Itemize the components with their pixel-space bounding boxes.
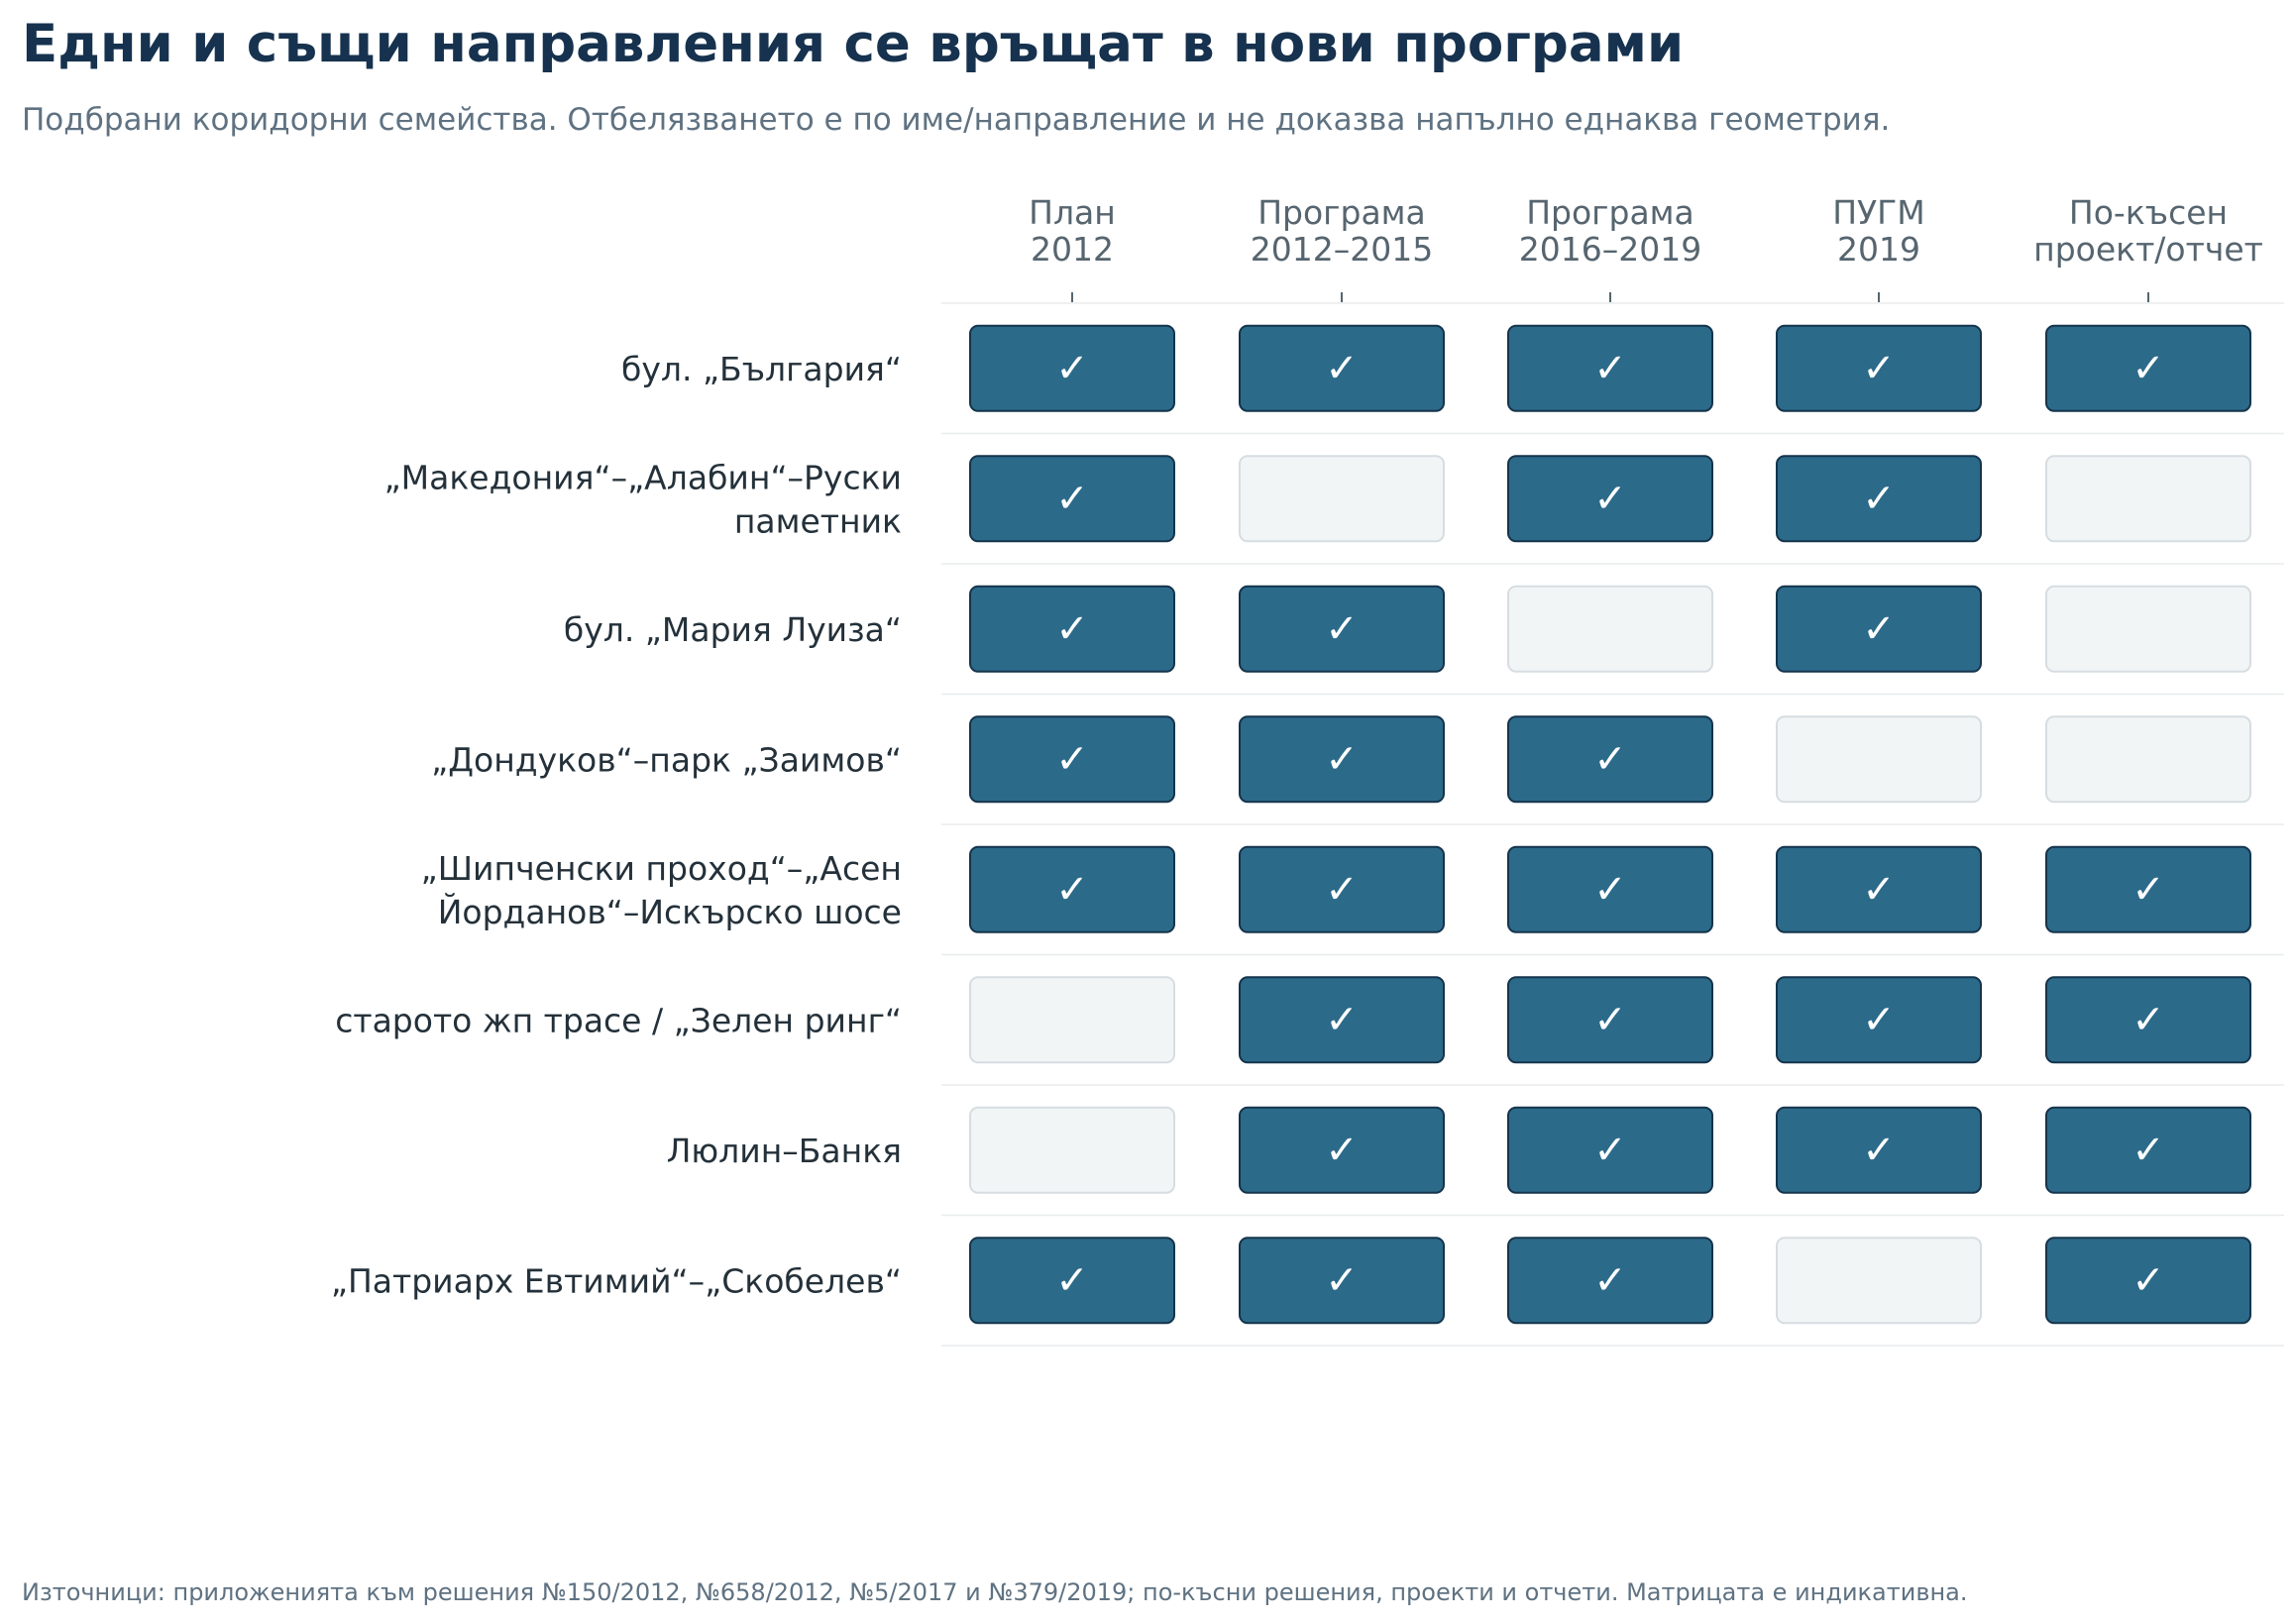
row-label-line: „Македония“–„Алабин“–Руски [383,458,902,497]
column-label-line: проект/отчет [2033,230,2263,269]
column-label-line: Програма [1257,193,1426,232]
check-mark: ✓ [1862,1127,1896,1173]
check-mark: ✓ [1055,345,1089,391]
check-mark: ✓ [1862,605,1896,652]
column-label-line: По-късен [2068,193,2229,232]
column-label-line: 2019 [1837,230,1920,269]
check-mark: ✓ [1593,345,1627,391]
matrix-cell-empty [2046,587,2250,672]
column-label-line: ПУГМ [1832,193,1925,232]
check-mark: ✓ [1055,866,1089,913]
row-label-line: Йорданов“–Искърско шосе [437,892,902,931]
check-mark: ✓ [1055,605,1089,652]
row-label [621,350,902,388]
check-mark: ✓ [1055,476,1089,522]
matrix-cell-empty [970,1108,1174,1193]
check-mark: ✓ [1862,476,1896,522]
check-mark: ✓ [2131,866,2165,913]
matrix-cell-empty [1240,456,1444,541]
check-mark: ✓ [1862,866,1896,913]
check-mark: ✓ [2131,1257,2165,1304]
row-label-line: „Патриарх Евтимий“–„Скобелев“ [330,1261,902,1301]
check-mark: ✓ [1325,866,1359,913]
check-mark: ✓ [1055,1257,1089,1304]
column-label-line: 2012 [1031,230,1114,269]
check-mark: ✓ [1593,736,1627,783]
check-mark: ✓ [1055,736,1089,783]
column-label-line: Програма [1526,193,1694,232]
check-mark: ✓ [1325,605,1359,652]
chart-title: Едни и същи направления се връщат в нови програми [22,14,1685,74]
row-label-line: паметник [733,501,902,541]
check-mark: ✓ [1862,997,1896,1043]
check-mark: ✓ [1325,345,1359,391]
column-label [2033,193,2263,269]
row-label-line: „Шипченски проход“–„Асен [420,848,902,888]
check-mark: ✓ [1862,345,1896,391]
row-label [384,458,902,540]
source-note: Източници: приложенията към решения №150/2012, №658/2012, №5/2017 и №379/2019; по-късни решения, проекти и отчети. Матрицата е индикативна. [22,1578,1968,1606]
column-label [1029,193,1116,269]
check-mark: ✓ [1325,736,1359,783]
matrix-cell-empty [1508,587,1712,672]
row-label [431,740,902,779]
row-label-line: бул. „Мария Луиза“ [563,609,902,649]
check-mark: ✓ [1593,1127,1627,1173]
check-mark: ✓ [1593,476,1627,522]
check-mark: ✓ [2131,345,2165,391]
row-label [421,849,902,931]
matrix-cell-empty [970,977,1174,1062]
matrix-cell-empty [1777,716,1981,802]
row-label-line: бул. „България“ [621,349,902,388]
column-label-line: 2012–2015 [1250,230,1434,269]
matrix-cell-empty [2046,456,2250,541]
row-label [564,610,902,649]
check-mark: ✓ [2131,1127,2165,1173]
matrix-cell-empty [2046,716,2250,802]
row-label [335,1001,902,1039]
column-label [1519,193,1701,269]
column-label-line: 2016–2019 [1518,230,1702,269]
check-mark: ✓ [1593,997,1627,1043]
matrix-cell-empty [1777,1238,1981,1323]
chart-subtitle: Подбрани коридорни семейства. Отбелязването е по име/направление и не доказва напълно еднаква геометрия. [22,102,1891,138]
row-label-line: „Дондуков“–парк „Заимов“ [431,740,902,780]
check-mark: ✓ [1593,1257,1627,1304]
row-label [667,1132,902,1170]
row-label-line: старото жп трасе / „Зелен ринг“ [335,1001,902,1040]
check-mark: ✓ [1593,866,1627,913]
row-label-line: Люлин–Банкя [666,1131,902,1170]
column-label [1832,193,1925,269]
column-label [1251,193,1433,269]
check-mark: ✓ [1325,1257,1359,1304]
row-label [331,1261,902,1300]
check-mark: ✓ [1325,997,1359,1043]
check-mark: ✓ [1325,1127,1359,1173]
check-mark: ✓ [2131,997,2165,1043]
column-label-line: План [1029,193,1116,232]
